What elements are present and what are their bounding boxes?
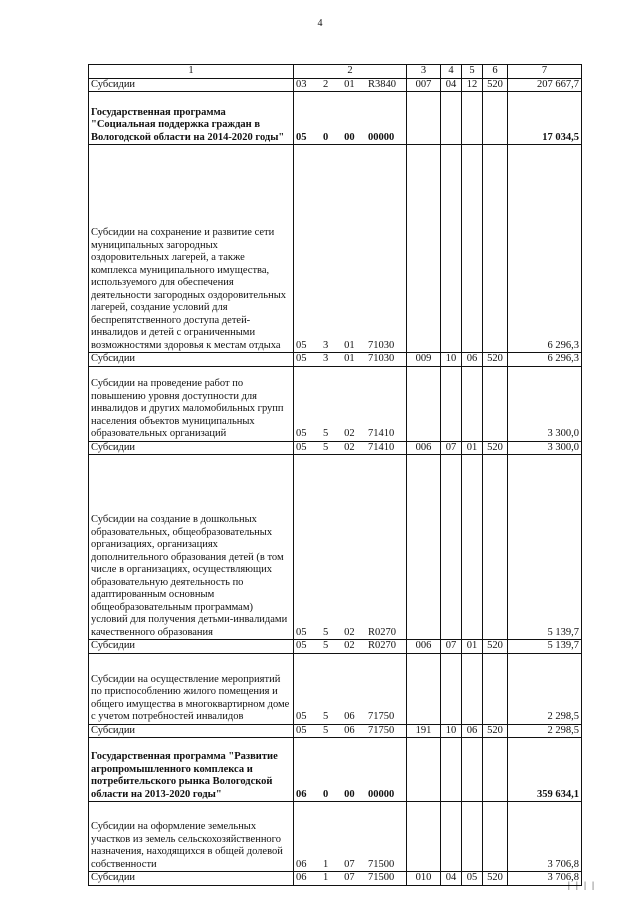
code-part: 71500 — [367, 858, 395, 870]
program-row — [89, 738, 582, 802]
code-part: 05 — [296, 626, 307, 638]
grbs-code: 006 — [407, 441, 441, 455]
subsection-code — [462, 455, 483, 640]
code-group — [296, 872, 404, 885]
row-name: Государственная программа "Развитие агропромышленного комплекса и потребительского рынка Вологодской области на 2013-2020 годы" — [89, 738, 294, 802]
program-code — [294, 872, 407, 886]
header-cell: 7 — [508, 65, 582, 79]
code-part: 00 — [344, 131, 355, 143]
amount: 3 706,8 — [508, 872, 582, 886]
code-part: 06 — [296, 788, 307, 800]
row-name: Субсидии на оформление земельных участков из земель сельскохозяйственного назначения, находящихся в общей долевой собственности — [89, 802, 294, 872]
code-part: 00000 — [367, 131, 395, 143]
expense-type-code — [483, 455, 508, 640]
header-cell: 1 — [89, 65, 294, 79]
subsection-code: 12 — [462, 78, 483, 92]
subsection-code: 01 — [462, 441, 483, 455]
code-group — [296, 442, 404, 455]
code-part: 0 — [323, 788, 329, 800]
program-code — [294, 366, 407, 441]
grbs-code — [407, 145, 441, 353]
expense-type-code: 520 — [483, 353, 508, 367]
grbs-code: 010 — [407, 872, 441, 886]
program-code — [294, 353, 407, 367]
subsidy-row — [89, 640, 582, 654]
subsidy-row — [89, 353, 582, 367]
section-code — [441, 738, 462, 802]
code-part: R0270 — [367, 640, 396, 651]
code-group — [296, 859, 404, 872]
code-part: 5 — [323, 711, 329, 722]
amount: 17 034,5 — [508, 92, 582, 145]
code-part: 71410 — [367, 441, 395, 453]
code-part: 05 — [296, 441, 307, 453]
amount: 2 298,5 — [508, 653, 582, 724]
code-part: 71030 — [367, 339, 395, 351]
row-name: Субсидии — [89, 640, 294, 654]
program-row — [89, 92, 582, 145]
code-part: 0 — [323, 131, 329, 143]
code-part: 07 — [344, 858, 355, 870]
program-code — [294, 92, 407, 145]
code-part: 02 — [344, 626, 355, 638]
row-name: Субсидии на создание в дошкольных образовательных, общеобразовательных организациях, организациях дополнительного образования детей (в том числе в организациях, осуществляющих образовательную деятельность по адаптированным основным общеобразовательным программам) условий для получения детьми-инвалидами качественного образования — [89, 455, 294, 640]
grbs-code: 191 — [407, 724, 441, 738]
program-code — [294, 653, 407, 724]
code-part: 05 — [296, 428, 307, 439]
grbs-code: 007 — [407, 78, 441, 92]
code-group — [296, 725, 404, 738]
grbs-code — [407, 653, 441, 724]
subsection-code: 06 — [462, 353, 483, 367]
grbs-code — [407, 802, 441, 872]
section-code — [441, 92, 462, 145]
code-part: 06 — [344, 724, 355, 736]
program-code — [294, 724, 407, 738]
code-group — [296, 640, 404, 653]
code-part: 06 — [296, 872, 307, 883]
section-code: 04 — [441, 78, 462, 92]
code-part: 05 — [296, 131, 307, 143]
table-body — [89, 65, 582, 886]
code-part: 5 — [323, 441, 329, 453]
amount: 207 667,7 — [508, 78, 582, 92]
subsidy-row — [89, 78, 582, 92]
code-group — [296, 789, 404, 802]
row-name: Субсидии — [89, 441, 294, 455]
code-part: 1 — [323, 872, 329, 883]
subsection-code — [462, 802, 483, 872]
code-group — [296, 711, 404, 724]
row-name: Субсидии — [89, 872, 294, 886]
code-part: 07 — [344, 872, 355, 883]
footer-mark: | | | | — [568, 880, 596, 890]
code-part: 2 — [323, 78, 329, 90]
section-code: 10 — [441, 353, 462, 367]
expense-type-code: 520 — [483, 78, 508, 92]
code-group — [296, 340, 404, 353]
program-code — [294, 145, 407, 353]
amount: 359 634,1 — [508, 738, 582, 802]
program-code — [294, 441, 407, 455]
expense-type-code — [483, 653, 508, 724]
subsidy-row — [89, 724, 582, 738]
item-row — [89, 145, 582, 353]
row-name: Субсидии на осуществление мероприятий по приспособлению жилого помещения и общего имущества в многоквартирном доме с учетом потребностей инвалидов — [89, 653, 294, 724]
amount: 5 139,7 — [508, 455, 582, 640]
program-code — [294, 78, 407, 92]
budget-table — [88, 64, 582, 886]
code-part: 02 — [344, 441, 355, 453]
amount: 2 298,5 — [508, 724, 582, 738]
section-code — [441, 653, 462, 724]
expense-type-code: 520 — [483, 872, 508, 886]
header-cell: 4 — [441, 65, 462, 79]
code-part: 02 — [344, 640, 355, 651]
row-name: Субсидии — [89, 78, 294, 92]
expense-type-code — [483, 802, 508, 872]
section-code: 07 — [441, 441, 462, 455]
section-code — [441, 366, 462, 441]
row-name: Государственная программа "Социальная поддержка граждан в Вологодской области на 2014-2020 годы" — [89, 92, 294, 145]
code-part: 5 — [323, 724, 329, 736]
row-name: Субсидии — [89, 724, 294, 738]
code-part: 71030 — [367, 353, 395, 364]
expense-type-code — [483, 738, 508, 802]
code-part: 71750 — [367, 711, 395, 722]
code-part: 1 — [323, 858, 329, 870]
code-part: 71410 — [367, 428, 395, 439]
code-part: R0270 — [367, 626, 396, 638]
code-part: R3840 — [367, 78, 396, 90]
subsection-code — [462, 92, 483, 145]
program-code — [294, 738, 407, 802]
section-code — [441, 145, 462, 353]
code-part: 05 — [296, 711, 307, 722]
code-part: 05 — [296, 640, 307, 651]
code-part: 05 — [296, 724, 307, 736]
expense-type-code: 520 — [483, 724, 508, 738]
item-row — [89, 455, 582, 640]
code-part: 01 — [344, 78, 355, 90]
amount: 6 296,3 — [508, 145, 582, 353]
table-header-row — [89, 65, 582, 79]
subsection-code — [462, 145, 483, 353]
subsidy-row — [89, 441, 582, 455]
amount: 3 706,8 — [508, 802, 582, 872]
item-row — [89, 802, 582, 872]
grbs-code: 006 — [407, 640, 441, 654]
section-code — [441, 455, 462, 640]
header-cell: 5 — [462, 65, 483, 79]
code-group — [296, 428, 404, 441]
program-code — [294, 455, 407, 640]
program-code — [294, 640, 407, 654]
grbs-code: 009 — [407, 353, 441, 367]
code-part: 5 — [323, 428, 329, 439]
code-part: 00000 — [367, 788, 395, 800]
code-part: 5 — [323, 640, 329, 651]
row-name: Субсидии — [89, 353, 294, 367]
grbs-code — [407, 455, 441, 640]
grbs-code — [407, 92, 441, 145]
expense-type-code — [483, 92, 508, 145]
grbs-code — [407, 366, 441, 441]
expense-type-code — [483, 366, 508, 441]
subsection-code: 06 — [462, 724, 483, 738]
subsection-code: 01 — [462, 640, 483, 654]
code-part: 01 — [344, 353, 355, 364]
item-row — [89, 653, 582, 724]
section-code — [441, 802, 462, 872]
code-part: 05 — [296, 353, 307, 364]
code-part: 00 — [344, 788, 355, 800]
section-code: 10 — [441, 724, 462, 738]
amount: 3 300,0 — [508, 366, 582, 441]
expense-type-code: 520 — [483, 441, 508, 455]
subsection-code — [462, 366, 483, 441]
code-part: 5 — [323, 626, 329, 638]
code-part: 71500 — [367, 872, 395, 883]
code-part: 3 — [323, 353, 329, 364]
code-part: 3 — [323, 339, 329, 351]
code-part: 71750 — [367, 724, 395, 736]
code-group — [296, 627, 404, 640]
code-group — [296, 79, 404, 92]
section-code: 07 — [441, 640, 462, 654]
subsidy-row — [89, 872, 582, 886]
code-group — [296, 353, 404, 366]
amount: 5 139,7 — [508, 640, 582, 654]
program-code — [294, 802, 407, 872]
row-name: Субсидии на сохранение и развитие сети муниципальных загородных оздоровительных лагерей, а также комплекса муниципального имущества, используемого для обеспечения деятельности загородных оздоровительных лагерей, создание условий для беспрепятственного доступа детей-инвалидов и детей с ограниченными возможностями здоровья к местам отдыха — [89, 145, 294, 353]
subsection-code: 05 — [462, 872, 483, 886]
amount: 6 296,3 — [508, 353, 582, 367]
header-cell: 2 — [294, 65, 407, 79]
row-name: Субсидии на проведение работ по повышению уровня доступности для инвалидов и других маломобильных групп населения объектов муниципальных образовательных организаций — [89, 366, 294, 441]
header-cell: 6 — [483, 65, 508, 79]
header-cell: 3 — [407, 65, 441, 79]
code-part: 06 — [296, 858, 307, 870]
code-part: 06 — [344, 711, 355, 722]
subsection-code — [462, 653, 483, 724]
expense-type-code: 520 — [483, 640, 508, 654]
code-group — [296, 132, 404, 145]
code-part: 01 — [344, 339, 355, 351]
code-part: 05 — [296, 339, 307, 351]
code-part: 02 — [344, 428, 355, 439]
amount: 3 300,0 — [508, 441, 582, 455]
expense-type-code — [483, 145, 508, 353]
code-part: 03 — [296, 78, 307, 90]
item-row — [89, 366, 582, 441]
grbs-code — [407, 738, 441, 802]
page-number: 4 — [317, 18, 323, 29]
subsection-code — [462, 738, 483, 802]
section-code: 04 — [441, 872, 462, 886]
